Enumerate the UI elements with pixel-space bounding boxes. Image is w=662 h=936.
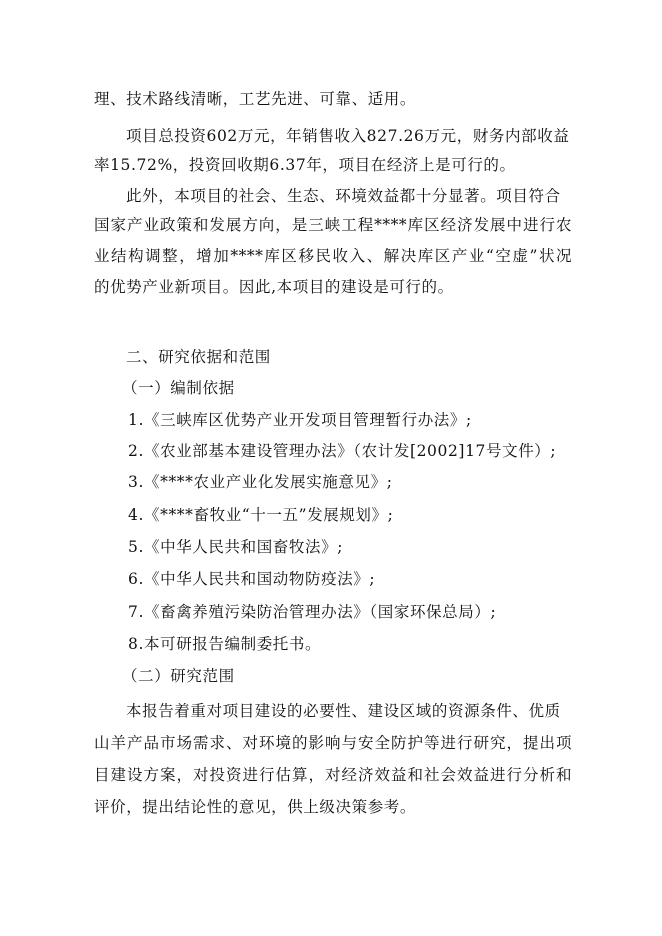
basis-item-4: 4.《****畜牧业“十一五”发展规划》; [128, 506, 394, 524]
basis-item-5: 5.《中华人民共和国畜牧法》; [128, 538, 344, 556]
benefits-line-3: 业结构调整，增加****库区移民收入、解决库区产业“空虚”状况 [94, 247, 572, 265]
section-heading: 二、研究依据和范围 [126, 348, 271, 366]
benefits-line-2: 国家产业政策和发展方向，是三峡工程****库区经济发展中进行农 [94, 216, 572, 234]
basis-item-1: 1.《三峡库区优势产业开发项目管理暂行办法》; [128, 411, 472, 429]
scope-line-2: 山羊产品市场需求、对环境的影响与安全防护等进行研究，提出项 [94, 734, 572, 752]
basis-item-2: 2.《农业部基本建设管理办法》（农计发[2002]17号文件）; [128, 442, 557, 460]
basis-heading: （一）编制依据 [122, 379, 235, 397]
investment-line-2: 率15.72%，投资回收期6.37年，项目在经济上是可行的。 [94, 156, 516, 174]
scope-heading: （二）研究范围 [122, 667, 235, 685]
scope-line-4: 评价，提出结论性的意见，供上级决策参考。 [94, 798, 417, 816]
basis-item-7: 7.《畜禽养殖污染防治管理办法》（国家环保总局）; [128, 603, 497, 621]
basis-item-8: 8.本可研报告编制委托书。 [128, 635, 322, 653]
investment-line-1: 项目总投资602万元，年销售收入827.26万元，财务内部收益 [126, 127, 570, 145]
basis-item-6: 6.《中华人民共和国动物防疫法》; [128, 570, 376, 588]
scope-line-3: 目建设方案，对投资进行估算，对经济效益和社会效益进行分析和 [94, 766, 572, 784]
intro-paragraph-tail: 理、技术路线清晰，工艺先进、可靠、适用。 [94, 90, 417, 108]
benefits-line-1: 此外，本项目的社会、生态、环境效益都十分显著。项目符合 [126, 187, 561, 205]
basis-item-3: 3.《****农业产业化发展实施意见》; [128, 473, 393, 491]
scope-line-1: 本报告着重对项目建设的必要性、建设区域的资源条件、优质 [126, 702, 561, 720]
benefits-line-4: 的优势产业新项目。因此,本项目的建设是可行的。 [94, 278, 454, 296]
